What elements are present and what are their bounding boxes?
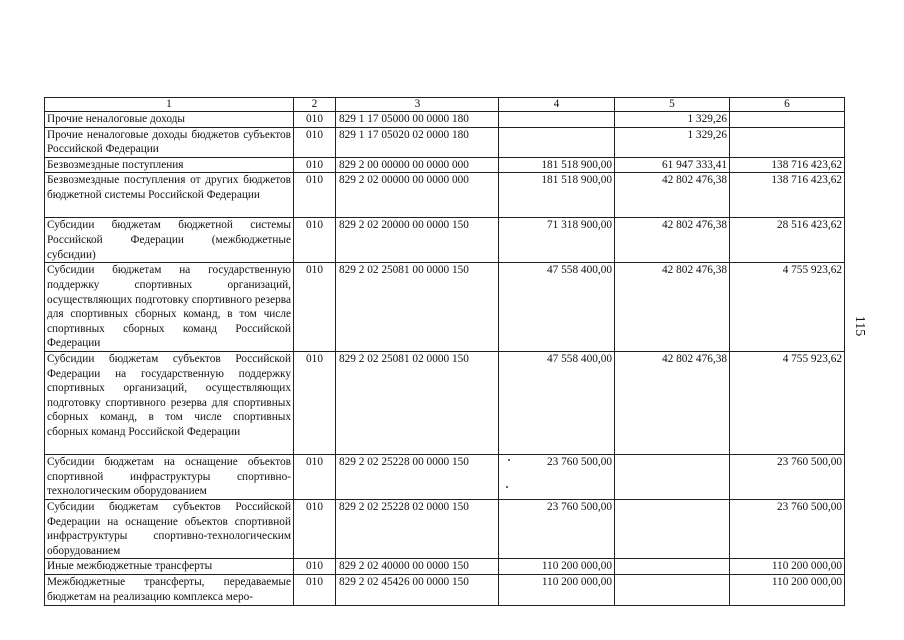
row-name: Прочие неналоговые доходы bbox=[45, 112, 294, 128]
row-col4: 181 518 900,00 bbox=[499, 157, 615, 173]
row-col5 bbox=[615, 574, 730, 605]
row-kbk: 829 2 02 25081 02 0000 150 bbox=[336, 351, 499, 454]
row-code: 010 bbox=[294, 454, 336, 499]
row-col6: 23 760 500,00 bbox=[730, 499, 845, 558]
table-header-row bbox=[45, 98, 845, 112]
row-code: 010 bbox=[294, 173, 336, 218]
table-row bbox=[45, 218, 845, 263]
row-col5: 42 802 476,38 bbox=[615, 173, 730, 218]
row-col6: 23 760 500,00 bbox=[730, 454, 845, 499]
row-kbk: 829 2 02 00000 00 0000 000 bbox=[336, 173, 499, 218]
row-col4: 181 518 900,00 bbox=[499, 173, 615, 218]
row-name: Прочие неналоговые доходы бюджетов субъектов Российской Федерации bbox=[45, 127, 294, 157]
row-col6: 138 716 423,62 bbox=[730, 173, 845, 218]
row-name: Субсидии бюджетам бюджетной системы Российской Федерации (межбюджетные субсидии) bbox=[45, 218, 294, 263]
row-col6: 138 716 423,62 bbox=[730, 157, 845, 173]
row-code: 010 bbox=[294, 112, 336, 128]
row-col5 bbox=[615, 499, 730, 558]
table-row bbox=[45, 112, 845, 128]
row-kbk: 829 1 17 05020 02 0000 180 bbox=[336, 127, 499, 157]
row-code: 010 bbox=[294, 127, 336, 157]
row-col6 bbox=[730, 127, 845, 157]
table-row bbox=[45, 574, 845, 605]
header-cell: 1 bbox=[45, 98, 294, 112]
row-kbk: 829 1 17 05000 00 0000 180 bbox=[336, 112, 499, 128]
row-code: 010 bbox=[294, 263, 336, 352]
row-col4 bbox=[499, 112, 615, 128]
row-code: 010 bbox=[294, 559, 336, 575]
row-name: Иные межбюджетные трансферты bbox=[45, 559, 294, 575]
row-col5: 42 802 476,38 bbox=[615, 218, 730, 263]
row-code: 010 bbox=[294, 499, 336, 558]
row-name: Безвозмездные поступления от других бюджетов бюджетной системы Российской Федерации bbox=[45, 173, 294, 218]
row-code: 010 bbox=[294, 218, 336, 263]
scan-speck bbox=[508, 459, 510, 461]
row-col5 bbox=[615, 454, 730, 499]
scan-speck bbox=[506, 486, 508, 488]
row-col4: 23 760 500,00 bbox=[499, 499, 615, 558]
header-cell: 2 bbox=[294, 98, 336, 112]
row-col6 bbox=[730, 112, 845, 128]
table-row bbox=[45, 263, 845, 352]
header-cell: 3 bbox=[336, 98, 499, 112]
row-kbk: 829 2 02 25228 00 0000 150 bbox=[336, 454, 499, 499]
row-col5: 61 947 333,41 bbox=[615, 157, 730, 173]
page-number: 115 bbox=[852, 315, 867, 337]
row-col5 bbox=[615, 559, 730, 575]
row-col6: 110 200 000,00 bbox=[730, 559, 845, 575]
table-row bbox=[45, 127, 845, 157]
row-col5: 42 802 476,38 bbox=[615, 263, 730, 352]
row-col4: 110 200 000,00 bbox=[499, 559, 615, 575]
table-row bbox=[45, 157, 845, 173]
row-kbk: 829 2 02 25081 00 0000 150 bbox=[336, 263, 499, 352]
row-col6: 110 200 000,00 bbox=[730, 574, 845, 605]
row-col6: 28 516 423,62 bbox=[730, 218, 845, 263]
row-col4: 47 558 400,00 bbox=[499, 351, 615, 454]
row-kbk: 829 2 02 45426 00 0000 150 bbox=[336, 574, 499, 605]
row-col5: 1 329,26 bbox=[615, 112, 730, 128]
header-cell: 4 bbox=[499, 98, 615, 112]
row-name: Субсидии бюджетам на государственную поддержку спортивных организаций, осуществляющих подготовку спортивного резерва для спортивных сборных команд, в том числе спортивных сборных команд Российской Федерации bbox=[45, 263, 294, 352]
table-row bbox=[45, 351, 845, 454]
row-col4: 23 760 500,00 bbox=[499, 454, 615, 499]
row-name: Субсидии бюджетам субъектов Российской Федерации на оснащение объектов спортивной инфраструктуры спортивно-технологическим оборудованием bbox=[45, 499, 294, 558]
row-col4: 110 200 000,00 bbox=[499, 574, 615, 605]
row-kbk: 829 2 00 00000 00 0000 000 bbox=[336, 157, 499, 173]
header-cell: 5 bbox=[615, 98, 730, 112]
header-cell: 6 bbox=[730, 98, 845, 112]
row-code: 010 bbox=[294, 351, 336, 454]
row-col5: 1 329,26 bbox=[615, 127, 730, 157]
row-kbk: 829 2 02 40000 00 0000 150 bbox=[336, 559, 499, 575]
table-row bbox=[45, 173, 845, 218]
row-name: Межбюджетные трансферты, передаваемые бюджетам на реализацию комплекса меро- bbox=[45, 574, 294, 605]
row-code: 010 bbox=[294, 574, 336, 605]
row-col4 bbox=[499, 127, 615, 157]
row-col6: 4 755 923,62 bbox=[730, 263, 845, 352]
row-col4: 47 558 400,00 bbox=[499, 263, 615, 352]
table-row bbox=[45, 499, 845, 558]
table-row bbox=[45, 559, 845, 575]
table-row bbox=[45, 454, 845, 499]
row-code: 010 bbox=[294, 157, 336, 173]
row-name: Субсидии бюджетам на оснащение объектов спортивной инфраструктуры спортивно-технологическим оборудованием bbox=[45, 454, 294, 499]
row-kbk: 829 2 02 20000 00 0000 150 bbox=[336, 218, 499, 263]
row-col6: 4 755 923,62 bbox=[730, 351, 845, 454]
budget-table bbox=[44, 97, 845, 606]
row-col5: 42 802 476,38 bbox=[615, 351, 730, 454]
row-kbk: 829 2 02 25228 02 0000 150 bbox=[336, 499, 499, 558]
row-name: Субсидии бюджетам субъектов Российской Федерации на государственную поддержку спортивных организаций, осуществляющих подготовку спортивного резерва для спортивных сборных команд, в том числе спортивных сборных команд Российской Федерации bbox=[45, 351, 294, 454]
row-col4: 71 318 900,00 bbox=[499, 218, 615, 263]
row-name: Безвозмездные поступления bbox=[45, 157, 294, 173]
